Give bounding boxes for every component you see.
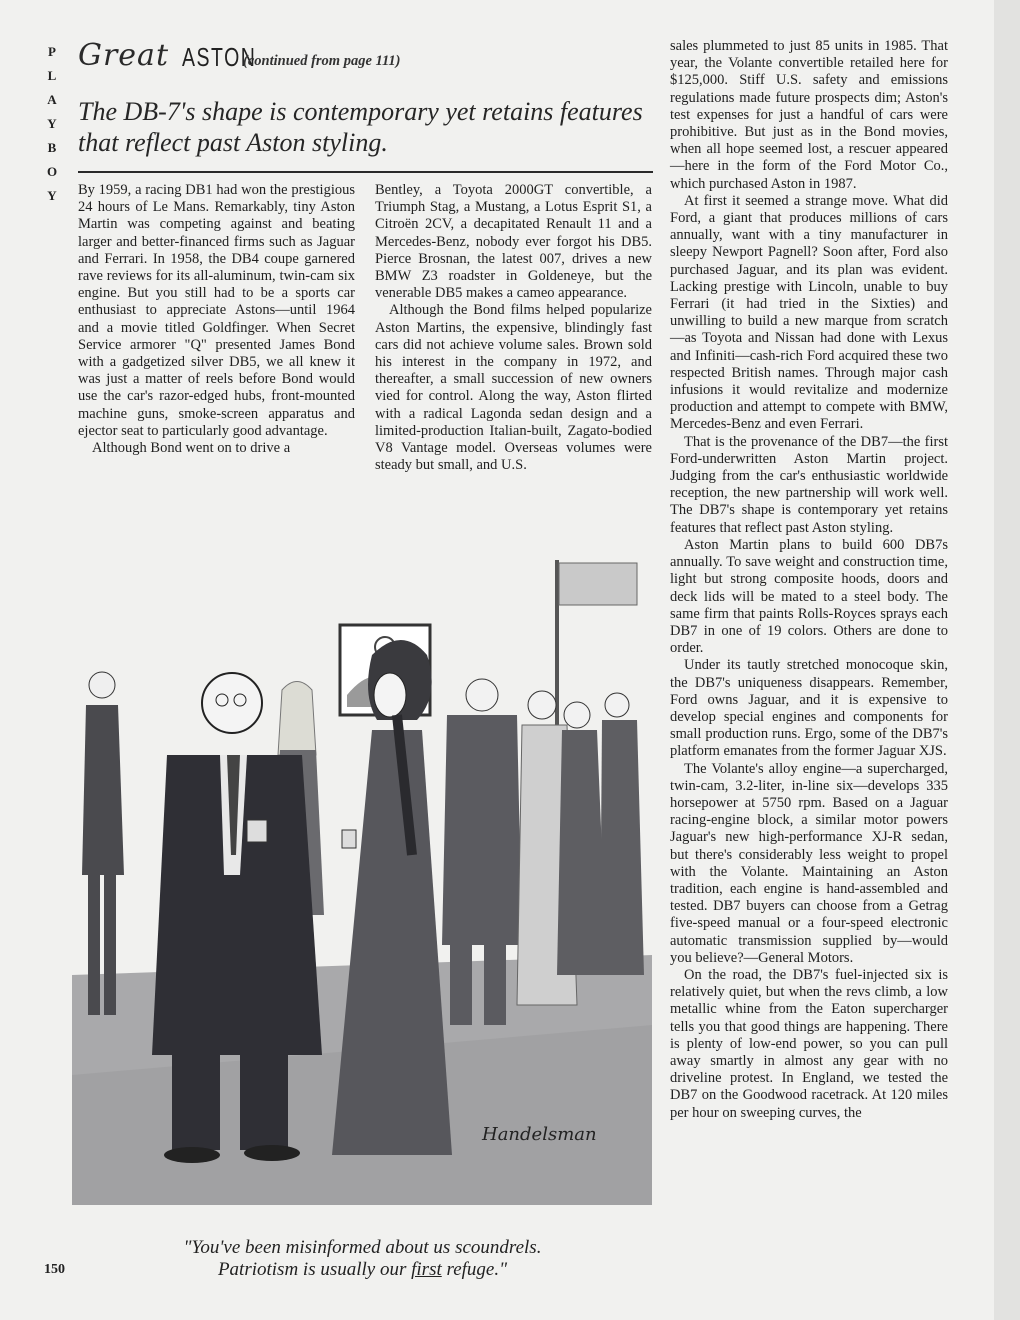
paragraph: Bentley, a Toyota 2000GT convertible, a Triumph Stag, a Mustang, a Lotus Esprit S1, a Citroën 2CV, a decapitated Renault 11 and a Mercedes-Benz, nobody ever forgot his DB5. Pierce Brosnan, the latest 007, drives a new BMW Z3 roadster in Goldeneye, but the venerable DB5 makes a cameo appearance.	[375, 182, 652, 302]
cartoon-illustration	[72, 555, 652, 1205]
text-column-2	[375, 182, 652, 474]
paragraph: Under its tautly stretched monocoque skin, the DB7's uniqueness disappears. Remember, Ford owns Jaguar, and it is expensive to develop special engines and components for small production runs. Ergo, some of the DB7's platform emanates from the former Jaguar XJS.	[670, 657, 948, 760]
caption-line-2	[100, 1259, 625, 1281]
paragraph: Although Bond went on to drive a	[92, 440, 291, 457]
paragraph: At first it seemed a strange move. What did Ford, a giant that produces millions of cars annually, want with a tiny manufacturer in sleepy Newport Pagnell? Soon after, Ford also purchased Jaguar, and its plan was evident. Lacking prestige with Lincoln, unable to buy Ferrari (it had tried in the Sixties) and unwilling to build a new marque from scratch—as Toyota and Nissan had done with Lexus and Infiniti—cash-rich Ford acquired these two respected British names. Through major cash infusions it would revitalize and modernize production and attempt to compete with BMW, Mercedes-Benz and even Ferrari.	[670, 192, 948, 433]
text-column-1	[78, 182, 355, 457]
caption-line-1: "You've been misinformed about us scoundrels.	[183, 1237, 542, 1258]
vertical-brand	[42, 40, 62, 208]
cartoon-caption	[100, 1237, 625, 1281]
guest-right-group	[517, 691, 644, 1005]
paragraph: sales plummeted to just 85 units in 1985. That year, the Volante convertible retailed here for $125,000. Stiff U.S. safety and emissions regulations made future prospects dim; Aston's test expenses for just a handful of cars were prohibitive. But just as in the Bond movies, when all hope seemed lost, a rescuer appeared—here in the form of the Ford Motor Co., which purchased Aston in 1987.	[670, 38, 948, 192]
paragraph: By 1959, a racing DB1 had won the prestigious 24 hours of Le Mans. Remarkably, tiny Aston Martin was competing against and beating larger and better-financed firms such as Jaguar and Ferrari. In 1958, the DB4 coupe garnered rave reviews for its all-aluminum, twin-cam six engine. But you still had to be a sports car enthusiast to appreciate Astons—until 1964 and a movie titled Goldfinger. When Secret Service armorer "Q" presented James Bond with a gadgetized silver DB5, we all knew it was just a matter of reels before Bond would use the car's razor-edged hubs, front-mounted machine guns, smoke-screen apparatus and ejector seat to particularly good advantage.	[78, 182, 355, 439]
brand-letter: O	[46, 164, 58, 179]
paragraph: The Volante's alloy engine—a supercharged, twin-cam, 3.2-liter, in-line six—develops 335 horsepower at 5750 rpm. Based on a Jaguar racing-engine block, a similar motor powers Jaguar's new high-performance XJ-R sedan, but there's considerably less weight to propel with the Volante. Maintaining an Aston tradition, each engine is hand-assembled and tested. DB7 buyers can choose from a Getrag five-speed manual or a four-speed electronic automatic transmission supplied by—would you believe?—General Motors.	[670, 760, 948, 966]
brand-letter: P	[48, 44, 56, 59]
title-aston: ASTON	[182, 42, 257, 72]
article-header	[78, 38, 658, 78]
cartoon-signature: Handelsman	[482, 1124, 597, 1145]
brand-letter: L	[47, 68, 57, 83]
paragraph: Although the Bond films helped popularize Aston Martins, the expensive, blindingly fast cars did not achieve volume sales. Brown sold his interest in the company in 1972, and thereafter, a small succession of new owners vied for control. Along the way, Aston flirted with a radical Lagonda sedan design and a limited-production Italian-built, Zagato-bodied V8 Vantage model. Overseas volumes were steady but small, and U.S.	[375, 302, 652, 474]
text-column-3	[670, 38, 948, 1122]
caption-emphasis: first	[411, 1259, 442, 1280]
paragraph: On the road, the DB7's fuel-injected six is relatively quiet, but when the revs climb, a low metallic whine from the Eaton supercharger tells you that good things are happening. There is plenty of low-end power, so you can pull away smartly in almost any gear with no driveline protest. In England, we tested the DB7 on the Goodwood racetrack. At 120 miles per hour on sweeping curves, the	[670, 966, 948, 1121]
caption-text: refuge."	[441, 1259, 508, 1280]
divider-rule	[78, 171, 653, 173]
brand-letter: B	[47, 140, 57, 155]
brand-letter: Y	[47, 116, 57, 131]
page-edge	[994, 0, 1020, 1320]
caption-text: Patriotism is usually our	[217, 1259, 412, 1280]
pull-quote-deck: The DB-7's shape is contemporary yet retains features that reflect past Aston styling.	[78, 97, 643, 157]
flag	[559, 563, 637, 605]
page-number: 150	[44, 1262, 65, 1277]
continued-note: (continued from page 111)	[243, 53, 401, 69]
brand-letter: A	[47, 92, 57, 107]
paragraph: Aston Martin plans to build 600 DB7s annually. To save weight and construction time, light but strong composite hoods, doors and deck lids will be mated to a steel body. The same firm that paints Rolls-Royces sprays each DB7 in one of 19 colors. Others are done to order.	[670, 536, 948, 657]
title-great: Great	[78, 38, 170, 73]
brand-letter: Y	[47, 188, 57, 203]
paragraph: That is the provenance of the DB7—the first Ford-underwritten Aston Martin project. Judging from the car's enthusiastic worldwide reception, the new partnership will work well. The DB7's shape is contemporary yet retains features that reflect past Aston styling.	[670, 433, 948, 536]
